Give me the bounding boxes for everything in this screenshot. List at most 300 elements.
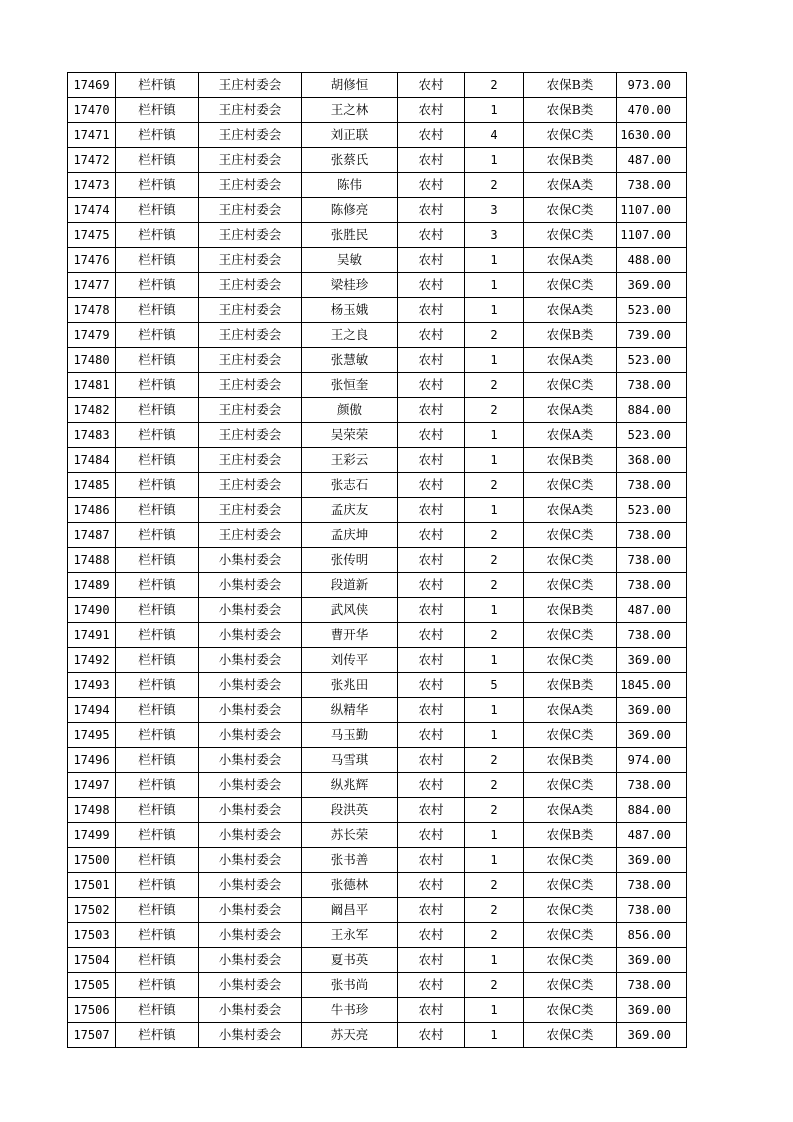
amount-cell: 738.00 [617,873,687,898]
village-committee-cell: 小集村委会 [199,698,302,723]
village-committee-cell: 小集村委会 [199,573,302,598]
town-cell: 栏杆镇 [116,248,199,273]
area-type-cell: 农村 [398,248,465,273]
insurance-category-cell: 农保C类 [524,973,617,998]
village-committee-cell: 小集村委会 [199,973,302,998]
area-type-cell: 农村 [398,223,465,248]
person-name-cell: 曹开华 [302,623,398,648]
insurance-category-cell: 农保A类 [524,248,617,273]
table-row [68,998,687,1023]
area-type-cell: 农村 [398,298,465,323]
serial-number-cell: 17503 [68,923,116,948]
serial-number-cell: 17500 [68,848,116,873]
town-cell: 栏杆镇 [116,348,199,373]
household-count-cell: 2 [465,548,524,573]
village-committee-cell: 王庄村委会 [199,323,302,348]
serial-number-cell: 17484 [68,448,116,473]
town-cell: 栏杆镇 [116,748,199,773]
household-count-cell: 2 [465,623,524,648]
person-name-cell: 陈伟 [302,173,398,198]
table-row [68,173,687,198]
person-name-cell: 张书善 [302,848,398,873]
amount-cell: 884.00 [617,398,687,423]
town-cell: 栏杆镇 [116,948,199,973]
household-count-cell: 1 [465,1023,524,1048]
village-committee-cell: 王庄村委会 [199,298,302,323]
amount-cell: 369.00 [617,998,687,1023]
person-name-cell: 吴荣荣 [302,423,398,448]
household-count-cell: 5 [465,673,524,698]
insurance-category-cell: 农保A类 [524,348,617,373]
area-type-cell: 农村 [398,973,465,998]
serial-number-cell: 17490 [68,598,116,623]
insurance-category-cell: 农保C类 [524,848,617,873]
serial-number-cell: 17505 [68,973,116,998]
serial-number-cell: 17496 [68,748,116,773]
household-count-cell: 1 [465,848,524,873]
serial-number-cell: 17477 [68,273,116,298]
insurance-category-cell: 农保B类 [524,148,617,173]
town-cell: 栏杆镇 [116,398,199,423]
serial-number-cell: 17491 [68,623,116,648]
person-name-cell: 张恒奎 [302,373,398,398]
insurance-category-cell: 农保C类 [524,1023,617,1048]
insurance-category-cell: 农保A类 [524,173,617,198]
area-type-cell: 农村 [398,873,465,898]
village-committee-cell: 王庄村委会 [199,248,302,273]
village-committee-cell: 小集村委会 [199,798,302,823]
person-name-cell: 张胜民 [302,223,398,248]
village-committee-cell: 王庄村委会 [199,223,302,248]
person-name-cell: 梁桂珍 [302,273,398,298]
insurance-category-cell: 农保B类 [524,73,617,98]
roster-body [68,73,687,1048]
area-type-cell: 农村 [398,948,465,973]
serial-number-cell: 17474 [68,198,116,223]
area-type-cell: 农村 [398,1023,465,1048]
amount-cell: 369.00 [617,273,687,298]
town-cell: 栏杆镇 [116,698,199,723]
area-type-cell: 农村 [398,123,465,148]
serial-number-cell: 17502 [68,898,116,923]
insurance-category-cell: 农保C类 [524,373,617,398]
area-type-cell: 农村 [398,698,465,723]
insurance-category-cell: 农保C类 [524,273,617,298]
village-committee-cell: 小集村委会 [199,748,302,773]
insurance-category-cell: 农保C类 [524,123,617,148]
household-count-cell: 1 [465,498,524,523]
town-cell: 栏杆镇 [116,523,199,548]
person-name-cell: 牛书珍 [302,998,398,1023]
person-name-cell: 马玉勤 [302,723,398,748]
person-name-cell: 夏书英 [302,948,398,973]
person-name-cell: 王彩云 [302,448,398,473]
household-count-cell: 1 [465,648,524,673]
household-count-cell: 1 [465,273,524,298]
village-committee-cell: 王庄村委会 [199,198,302,223]
person-name-cell: 张蔡氏 [302,148,398,173]
person-name-cell: 孟庆坤 [302,523,398,548]
table-row [68,648,687,673]
serial-number-cell: 17481 [68,373,116,398]
amount-cell: 973.00 [617,73,687,98]
village-committee-cell: 王庄村委会 [199,523,302,548]
amount-cell: 369.00 [617,698,687,723]
area-type-cell: 农村 [398,648,465,673]
serial-number-cell: 17488 [68,548,116,573]
person-name-cell: 阚昌平 [302,898,398,923]
area-type-cell: 农村 [398,673,465,698]
household-count-cell: 2 [465,973,524,998]
insurance-category-cell: 农保A类 [524,798,617,823]
table-row [68,598,687,623]
table-row [68,348,687,373]
amount-cell: 1107.00 [617,198,687,223]
village-committee-cell: 小集村委会 [199,873,302,898]
amount-cell: 738.00 [617,773,687,798]
village-committee-cell: 小集村委会 [199,1023,302,1048]
serial-number-cell: 17495 [68,723,116,748]
table-row [68,573,687,598]
amount-cell: 738.00 [617,373,687,398]
town-cell: 栏杆镇 [116,148,199,173]
table-row [68,773,687,798]
person-name-cell: 陈修亮 [302,198,398,223]
town-cell: 栏杆镇 [116,173,199,198]
village-committee-cell: 王庄村委会 [199,473,302,498]
area-type-cell: 农村 [398,173,465,198]
household-count-cell: 1 [465,423,524,448]
insurance-category-cell: 农保C类 [524,773,617,798]
town-cell: 栏杆镇 [116,898,199,923]
table-row [68,923,687,948]
town-cell: 栏杆镇 [116,798,199,823]
area-type-cell: 农村 [398,898,465,923]
table-row [68,423,687,448]
area-type-cell: 农村 [398,773,465,798]
town-cell: 栏杆镇 [116,673,199,698]
insurance-category-cell: 农保C类 [524,923,617,948]
insurance-category-cell: 农保C类 [524,998,617,1023]
town-cell: 栏杆镇 [116,923,199,948]
village-committee-cell: 王庄村委会 [199,498,302,523]
amount-cell: 738.00 [617,548,687,573]
table-row [68,623,687,648]
village-committee-cell: 小集村委会 [199,823,302,848]
village-committee-cell: 王庄村委会 [199,73,302,98]
town-cell: 栏杆镇 [116,773,199,798]
table-row [68,973,687,998]
household-count-cell: 1 [465,248,524,273]
household-count-cell: 2 [465,773,524,798]
amount-cell: 523.00 [617,298,687,323]
table-row [68,148,687,173]
person-name-cell: 张志石 [302,473,398,498]
village-committee-cell: 小集村委会 [199,673,302,698]
insurance-category-cell: 农保C类 [524,623,617,648]
amount-cell: 738.00 [617,473,687,498]
amount-cell: 488.00 [617,248,687,273]
person-name-cell: 段道新 [302,573,398,598]
town-cell: 栏杆镇 [116,623,199,648]
table-row [68,898,687,923]
town-cell: 栏杆镇 [116,648,199,673]
insurance-category-cell: 农保B类 [524,98,617,123]
table-row [68,373,687,398]
serial-number-cell: 17486 [68,498,116,523]
table-row [68,798,687,823]
serial-number-cell: 17487 [68,523,116,548]
person-name-cell: 张慧敏 [302,348,398,373]
village-committee-cell: 小集村委会 [199,848,302,873]
insurance-category-cell: 农保A类 [524,298,617,323]
person-name-cell: 马雪琪 [302,748,398,773]
table-row [68,198,687,223]
person-name-cell: 颜傲 [302,398,398,423]
table-row [68,548,687,573]
town-cell: 栏杆镇 [116,73,199,98]
household-count-cell: 1 [465,448,524,473]
village-committee-cell: 小集村委会 [199,723,302,748]
household-count-cell: 3 [465,198,524,223]
table-row [68,248,687,273]
insurance-category-cell: 农保A类 [524,423,617,448]
person-name-cell: 纵兆辉 [302,773,398,798]
insurance-category-cell: 农保C类 [524,548,617,573]
person-name-cell: 胡修恒 [302,73,398,98]
household-count-cell: 1 [465,598,524,623]
person-name-cell: 张兆田 [302,673,398,698]
serial-number-cell: 17482 [68,398,116,423]
insurance-category-cell: 农保C类 [524,723,617,748]
area-type-cell: 农村 [398,723,465,748]
household-count-cell: 2 [465,173,524,198]
serial-number-cell: 17470 [68,98,116,123]
table-row [68,848,687,873]
table-row [68,223,687,248]
person-name-cell: 苏长荣 [302,823,398,848]
area-type-cell: 农村 [398,448,465,473]
amount-cell: 856.00 [617,923,687,948]
area-type-cell: 农村 [398,623,465,648]
household-count-cell: 2 [465,898,524,923]
area-type-cell: 农村 [398,473,465,498]
area-type-cell: 农村 [398,523,465,548]
area-type-cell: 农村 [398,748,465,773]
area-type-cell: 农村 [398,998,465,1023]
household-count-cell: 2 [465,323,524,348]
table-row [68,448,687,473]
table-row [68,73,687,98]
person-name-cell: 段洪英 [302,798,398,823]
serial-number-cell: 17498 [68,798,116,823]
household-count-cell: 2 [465,573,524,598]
area-type-cell: 农村 [398,848,465,873]
serial-number-cell: 17479 [68,323,116,348]
household-count-cell: 1 [465,298,524,323]
area-type-cell: 农村 [398,498,465,523]
area-type-cell: 农村 [398,373,465,398]
amount-cell: 369.00 [617,848,687,873]
serial-number-cell: 17483 [68,423,116,448]
table-row [68,523,687,548]
serial-number-cell: 17504 [68,948,116,973]
person-name-cell: 王永军 [302,923,398,948]
insurance-category-cell: 农保C类 [524,948,617,973]
area-type-cell: 农村 [398,348,465,373]
village-committee-cell: 小集村委会 [199,648,302,673]
person-name-cell: 苏天亮 [302,1023,398,1048]
village-committee-cell: 小集村委会 [199,998,302,1023]
person-name-cell: 王之林 [302,98,398,123]
insurance-category-cell: 农保C类 [524,573,617,598]
area-type-cell: 农村 [398,598,465,623]
town-cell: 栏杆镇 [116,723,199,748]
amount-cell: 487.00 [617,148,687,173]
serial-number-cell: 17507 [68,1023,116,1048]
household-count-cell: 2 [465,373,524,398]
table-row [68,473,687,498]
amount-cell: 487.00 [617,823,687,848]
insurance-category-cell: 农保C类 [524,873,617,898]
person-name-cell: 张书尚 [302,973,398,998]
person-name-cell: 张德林 [302,873,398,898]
household-count-cell: 2 [465,73,524,98]
amount-cell: 369.00 [617,723,687,748]
village-committee-cell: 王庄村委会 [199,148,302,173]
table-row [68,298,687,323]
table-row [68,873,687,898]
serial-number-cell: 17475 [68,223,116,248]
serial-number-cell: 17476 [68,248,116,273]
insurance-category-cell: 农保C类 [524,473,617,498]
serial-number-cell: 17494 [68,698,116,723]
insurance-category-cell: 农保C类 [524,648,617,673]
area-type-cell: 农村 [398,798,465,823]
amount-cell: 1630.00 [617,123,687,148]
insurance-category-cell: 农保C类 [524,223,617,248]
area-type-cell: 农村 [398,548,465,573]
area-type-cell: 农村 [398,73,465,98]
household-count-cell: 2 [465,748,524,773]
village-committee-cell: 小集村委会 [199,548,302,573]
amount-cell: 369.00 [617,648,687,673]
village-committee-cell: 小集村委会 [199,623,302,648]
amount-cell: 738.00 [617,898,687,923]
household-count-cell: 1 [465,348,524,373]
area-type-cell: 农村 [398,423,465,448]
serial-number-cell: 17485 [68,473,116,498]
household-count-cell: 1 [465,723,524,748]
person-name-cell: 刘正联 [302,123,398,148]
serial-number-cell: 17493 [68,673,116,698]
insurance-category-cell: 农保B类 [524,823,617,848]
roster-table [67,72,687,1048]
town-cell: 栏杆镇 [116,423,199,448]
area-type-cell: 农村 [398,323,465,348]
amount-cell: 1845.00 [617,673,687,698]
town-cell: 栏杆镇 [116,598,199,623]
insurance-category-cell: 农保C类 [524,523,617,548]
town-cell: 栏杆镇 [116,1023,199,1048]
town-cell: 栏杆镇 [116,323,199,348]
household-count-cell: 1 [465,998,524,1023]
table-row [68,273,687,298]
area-type-cell: 农村 [398,148,465,173]
amount-cell: 974.00 [617,748,687,773]
person-name-cell: 张传明 [302,548,398,573]
amount-cell: 739.00 [617,323,687,348]
household-count-cell: 2 [465,473,524,498]
serial-number-cell: 17501 [68,873,116,898]
insurance-category-cell: 农保A类 [524,398,617,423]
serial-number-cell: 17478 [68,298,116,323]
serial-number-cell: 17469 [68,73,116,98]
insurance-category-cell: 农保B类 [524,748,617,773]
serial-number-cell: 17489 [68,573,116,598]
insurance-category-cell: 农保B类 [524,673,617,698]
town-cell: 栏杆镇 [116,548,199,573]
serial-number-cell: 17492 [68,648,116,673]
town-cell: 栏杆镇 [116,973,199,998]
village-committee-cell: 王庄村委会 [199,423,302,448]
town-cell: 栏杆镇 [116,373,199,398]
serial-number-cell: 17480 [68,348,116,373]
table-row [68,123,687,148]
serial-number-cell: 17497 [68,773,116,798]
amount-cell: 738.00 [617,573,687,598]
table-row [68,823,687,848]
village-committee-cell: 王庄村委会 [199,273,302,298]
village-committee-cell: 小集村委会 [199,773,302,798]
amount-cell: 369.00 [617,948,687,973]
town-cell: 栏杆镇 [116,273,199,298]
table-row [68,723,687,748]
person-name-cell: 王之良 [302,323,398,348]
household-count-cell: 1 [465,948,524,973]
person-name-cell: 刘传平 [302,648,398,673]
serial-number-cell: 17506 [68,998,116,1023]
village-committee-cell: 王庄村委会 [199,123,302,148]
area-type-cell: 农村 [398,273,465,298]
area-type-cell: 农村 [398,98,465,123]
area-type-cell: 农村 [398,573,465,598]
insurance-category-cell: 农保B类 [524,448,617,473]
amount-cell: 470.00 [617,98,687,123]
table-row [68,398,687,423]
town-cell: 栏杆镇 [116,448,199,473]
person-name-cell: 杨玉娥 [302,298,398,323]
table-row [68,498,687,523]
person-name-cell: 吴敏 [302,248,398,273]
insurance-category-cell: 农保A类 [524,498,617,523]
insurance-category-cell: 农保A类 [524,698,617,723]
person-name-cell: 孟庆友 [302,498,398,523]
village-committee-cell: 王庄村委会 [199,398,302,423]
serial-number-cell: 17499 [68,823,116,848]
amount-cell: 523.00 [617,498,687,523]
table-row [68,323,687,348]
household-count-cell: 4 [465,123,524,148]
amount-cell: 738.00 [617,623,687,648]
serial-number-cell: 17471 [68,123,116,148]
area-type-cell: 农村 [398,923,465,948]
village-committee-cell: 小集村委会 [199,948,302,973]
amount-cell: 738.00 [617,973,687,998]
village-committee-cell: 王庄村委会 [199,98,302,123]
amount-cell: 523.00 [617,348,687,373]
village-committee-cell: 王庄村委会 [199,348,302,373]
